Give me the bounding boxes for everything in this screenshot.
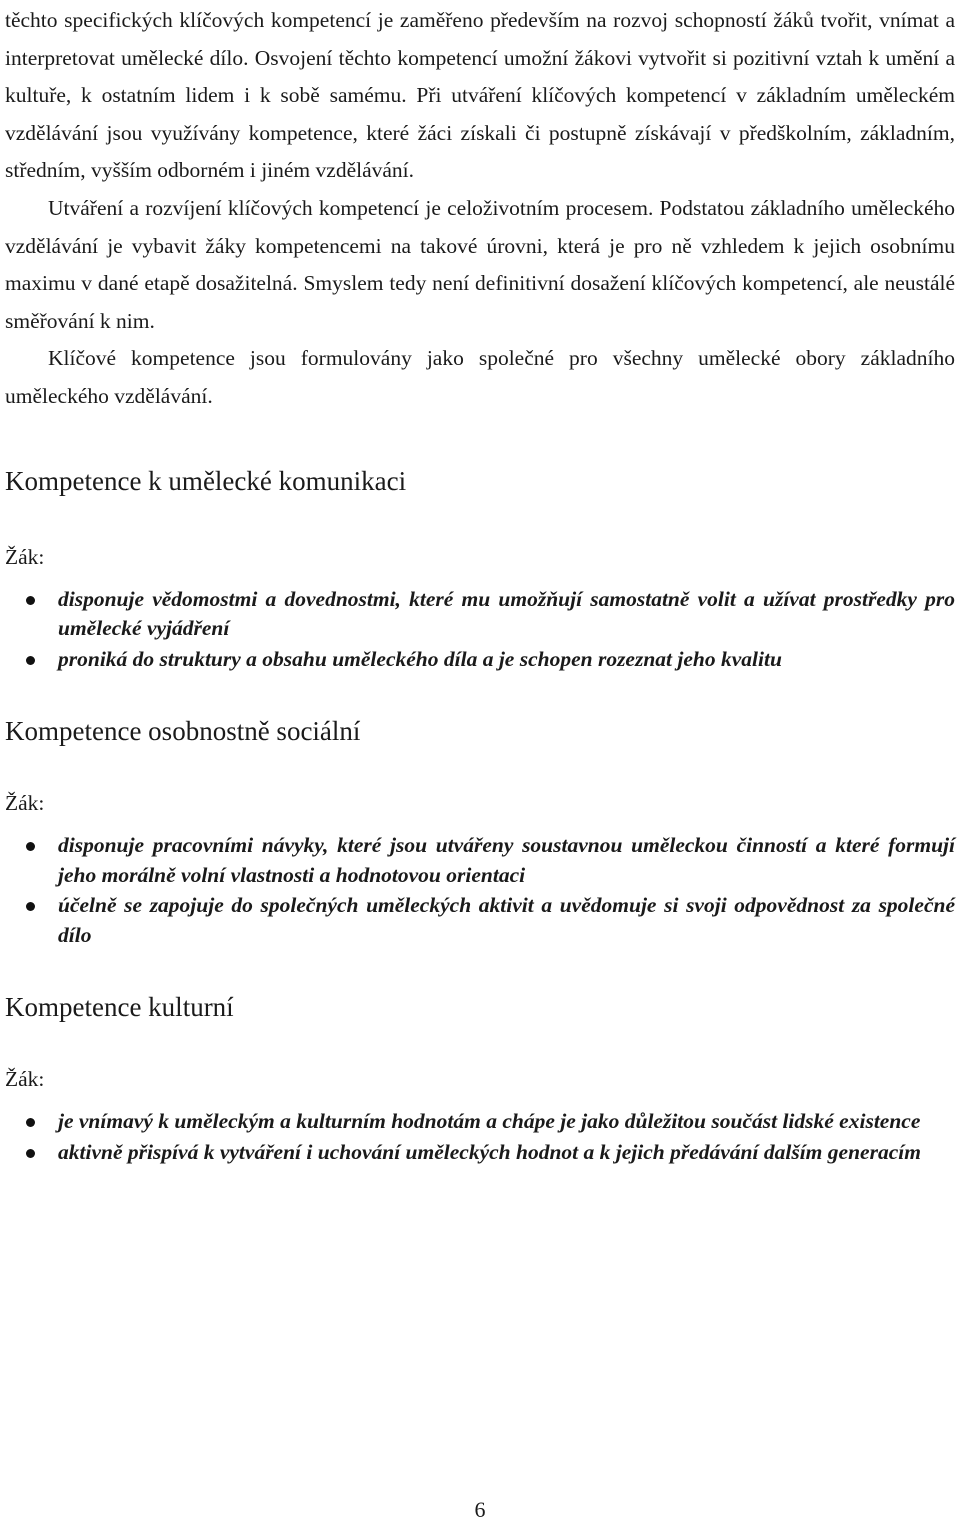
list-item-text: je vnímavý k uměleckým a kulturním hodnotám a chápe je jako důležitou součást lidské existence <box>58 1109 921 1134</box>
intro-paragraph-2 <box>5 190 955 340</box>
list-item-text: proniká do struktury a obsahu uměleckého díla a je schopen rozeznat jeho kvalitu <box>58 646 782 671</box>
section-lead-student: Žák: <box>5 1067 45 1092</box>
intro-paragraph-1: těchto specifických klíčových kompetencí je zaměřeno především na rozvoj schopností žáků tvořit, vnímat a interpretovat umělecké dílo. Osvojení těchto kompetencí umožní žákovi vytvořit si pozitivní vztah k umění a kultuře, k ostatním lidem i k sobě samému. Při utváření klíčových kompetencí v základním uměleckém vzdělávání jsou využívány kompetence, které žáci získali či postupně získávají v předškolním, základním, středním, vyšším odborném i jiném vzdělávání. <box>5 8 955 183</box>
list-item-text: aktivně přispívá k vytváření i uchování uměleckých hodnot a k jejich předávání dalším generacím <box>58 1139 921 1164</box>
intro-paragraph-3 <box>5 340 955 415</box>
competence-list <box>5 1107 955 1167</box>
bullet-icon <box>26 902 35 911</box>
list-item-text: účelně se zapojuje do společných uměleckých aktivit a uvědomuje si svoji odpovědnost za společné dílo <box>58 893 955 947</box>
section-heading-personal-social: Kompetence osobnostně sociální <box>5 716 361 747</box>
list-item <box>5 645 955 675</box>
list-item <box>5 891 955 950</box>
section-lead-student: Žák: <box>5 544 45 569</box>
list-item <box>5 1138 955 1168</box>
bullet-icon <box>26 596 35 605</box>
bullet-icon <box>26 656 35 665</box>
list-item-text: disponuje vědomostmi a dovednostmi, které mu umožňují samostatně volit a užívat prostředky pro umělecké vyjádření <box>58 586 955 641</box>
section-heading-artistic-communication: Kompetence k umělecké komunikaci <box>5 465 407 496</box>
list-item <box>5 831 955 890</box>
page-number: 6 <box>474 1497 486 1522</box>
competence-list <box>5 585 955 675</box>
intro-paragraph-2-text: Utváření a rozvíjení klíčových kompetencí je celoživotním procesem. Podstatou základního uměleckého vzdělávání je vybavit žáky kompetencemi na takové úrovni, která je pro ně vzhledem k jejich osobnímu maximu v dané etapě dosažitelná. Smyslem tedy není definitivní dosažení klíčových kompetencí, ale neustálé směřování k nim. <box>5 195 955 333</box>
document-page <box>5 0 955 1167</box>
list-item <box>5 585 955 644</box>
bullet-icon <box>26 1118 35 1127</box>
section-heading-cultural: Kompetence kulturní <box>5 992 234 1023</box>
list-item-text: disponuje pracovními návyky, které jsou utvářeny soustavnou uměleckou činností a které formují jeho morálně volní vlastnosti a hodnotovou orientaci <box>58 833 955 887</box>
section-lead-student: Žák: <box>5 791 45 816</box>
bullet-icon <box>26 842 35 851</box>
competence-list <box>5 831 955 950</box>
intro-paragraph-3-text: Klíčové kompetence jsou formulovány jako společné pro všechny umělecké obory základního uměleckého vzdělávání. <box>5 346 955 408</box>
bullet-icon <box>26 1149 35 1158</box>
list-item <box>5 1107 955 1137</box>
